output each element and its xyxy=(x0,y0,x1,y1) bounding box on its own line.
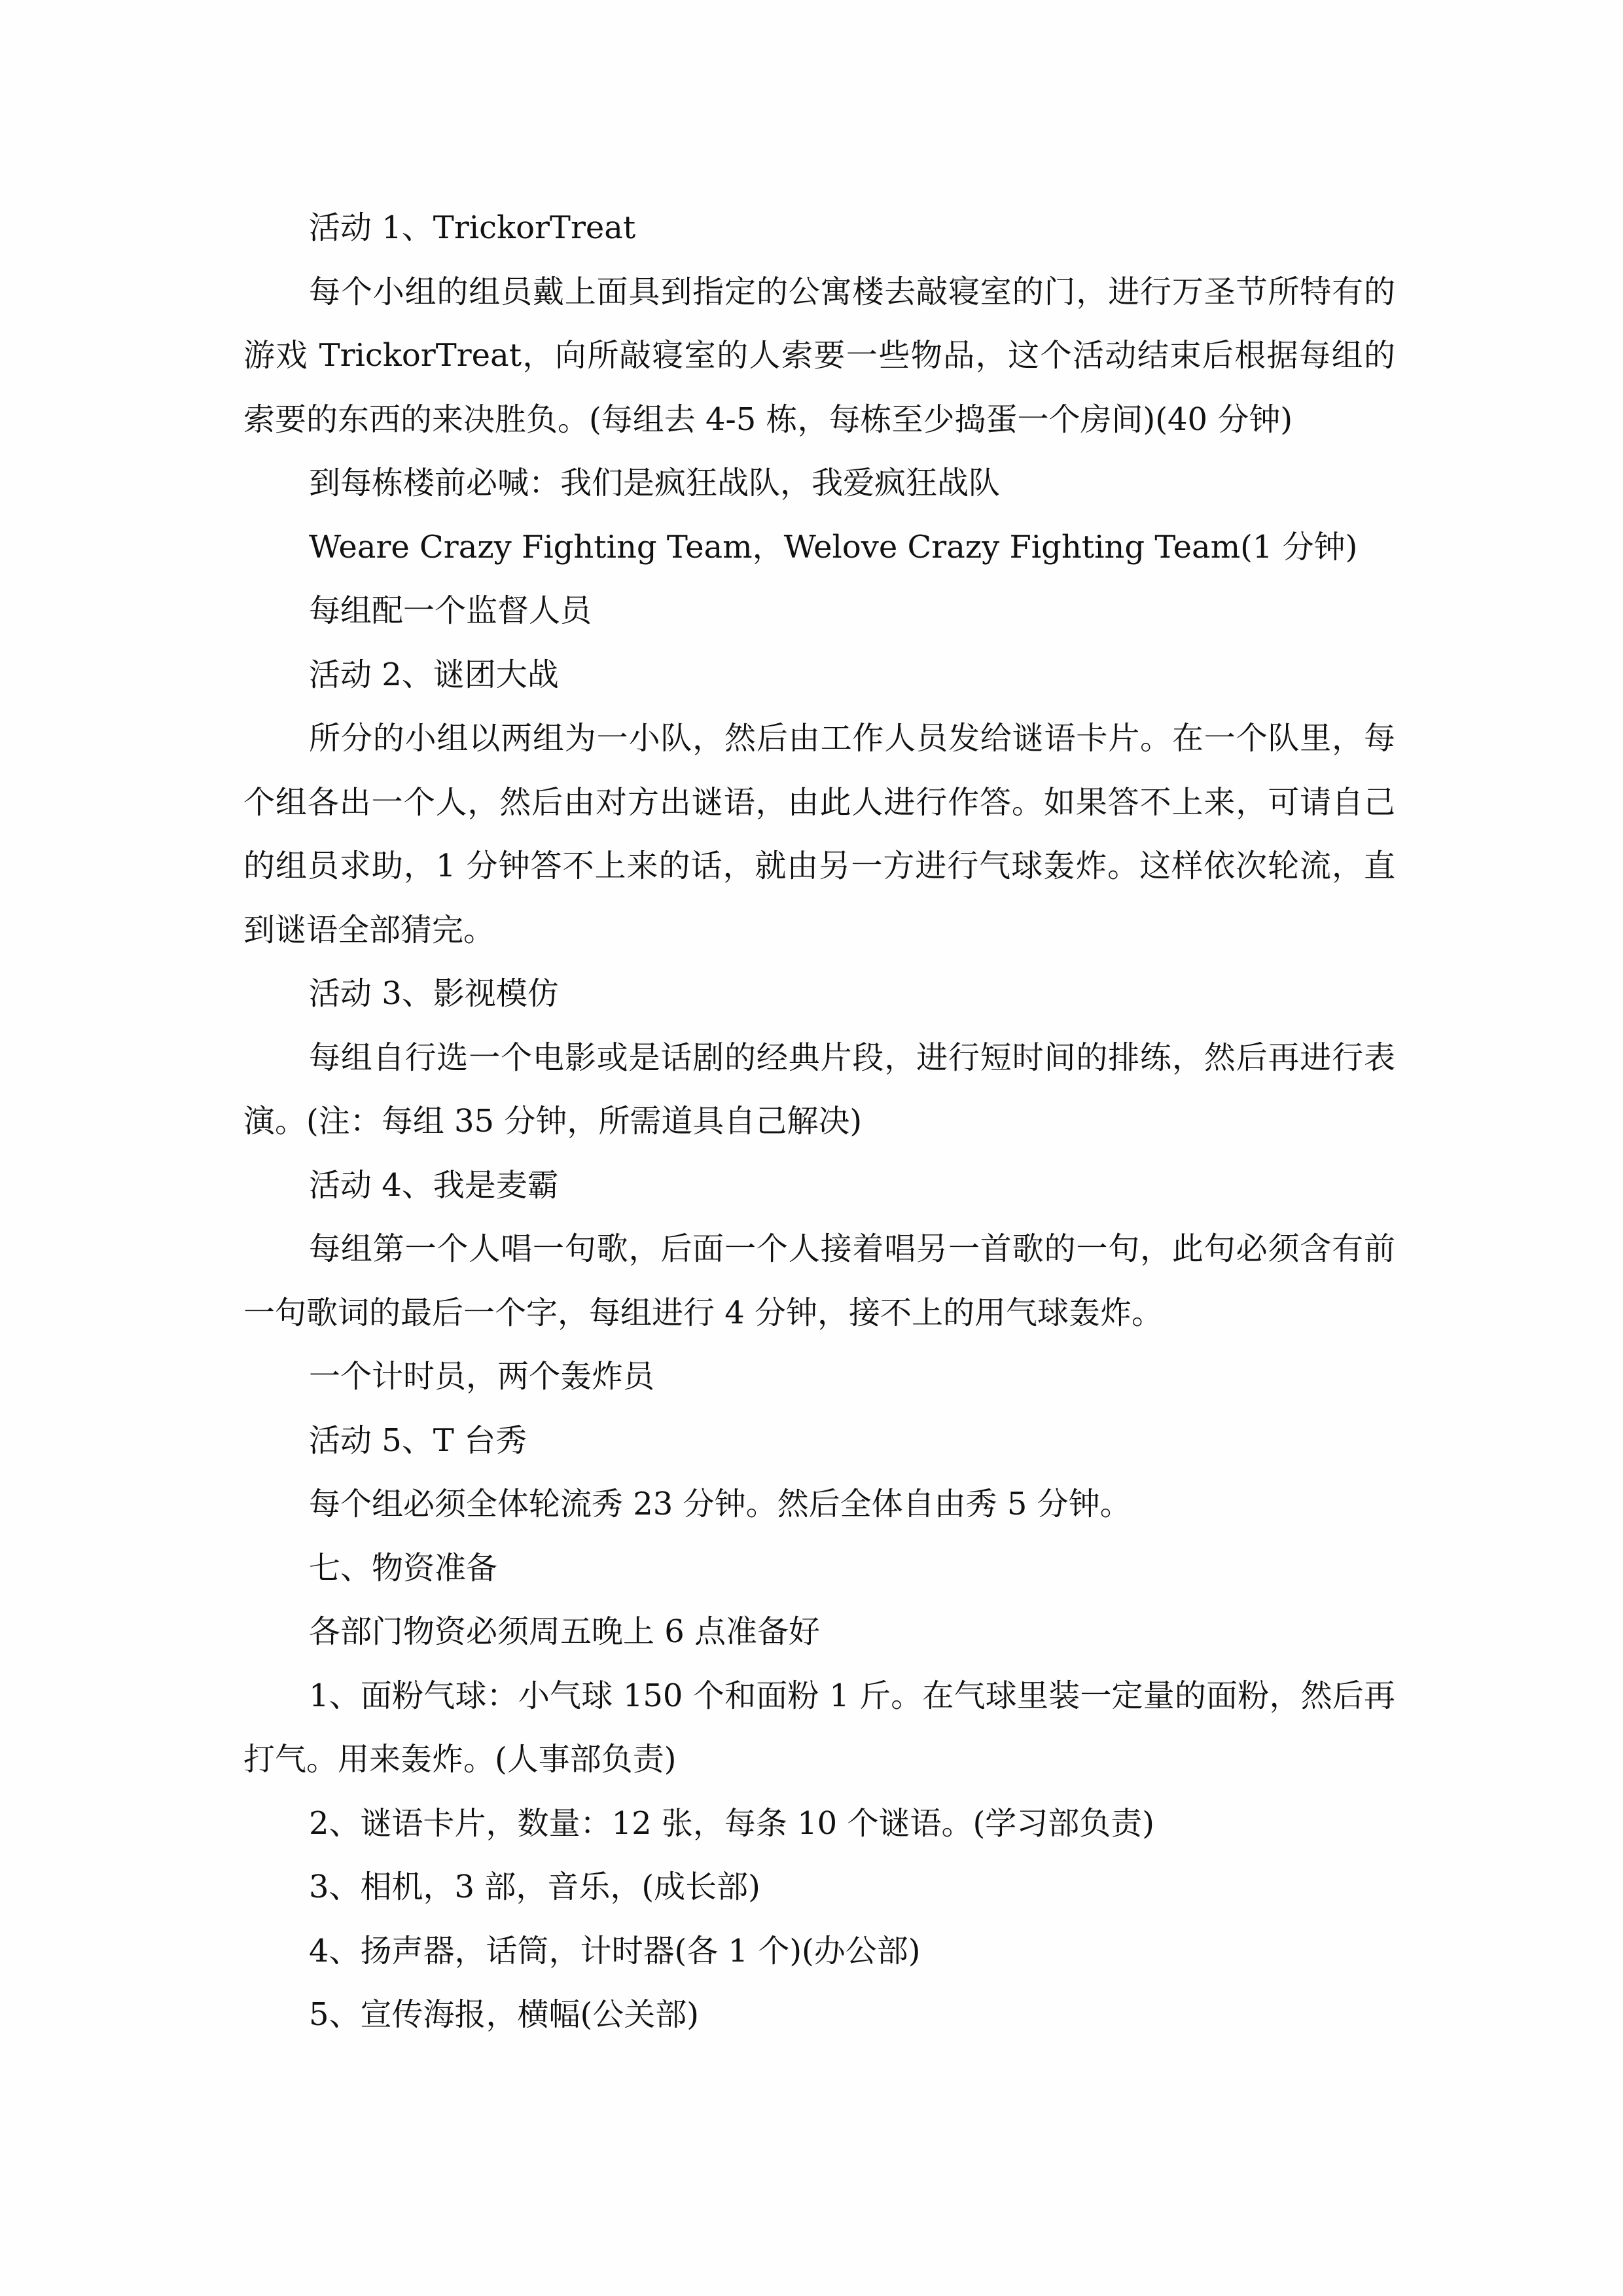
section-7-heading: 七、物资准备 xyxy=(309,1549,498,1587)
supply-item-3: 3、相机，3 部，音乐，(成长部) xyxy=(309,1869,760,1905)
supply-item-4: 4、扬声器，话筒，计时器(各 1 个)(办公部) xyxy=(309,1932,921,1969)
activity-4-heading: 活动 4、我是麦霸 xyxy=(309,1166,559,1204)
supply-item-5: 5、宣传海报，横幅(公关部) xyxy=(309,1996,699,2033)
activity-5-description: 每个组必须全体轮流秀 23 分钟。然后全体自由秀 5 分钟。 xyxy=(309,1486,1132,1522)
activity-5-heading: 活动 5、T 台秀 xyxy=(309,1422,527,1459)
document-body xyxy=(243,196,1395,2047)
supplies-deadline: 各部门物资必须周五晚上 6 点准备好 xyxy=(309,1613,821,1650)
activity-1-description: 每个小组的组员戴上面具到指定的公寓楼去敲寝室的门，进行万圣节所特有的游戏 TrickorTreat，向所敲寝室的人索要一些物品，这个活动结束后根据每组的索要的东西的来决胜负。(每组去 4-5 栋，每栋至少捣蛋一个房间)(40 分钟) xyxy=(243,273,1395,438)
activity-1-heading: 活动 1、TrickorTreat xyxy=(309,209,636,246)
activity-1-supervisor: 每组配一个监督人员 xyxy=(309,592,592,629)
supply-item-2: 2、谜语卡片，数量：12 张，每条 10 个谜语。(学习部负责) xyxy=(309,1804,1154,1842)
activity-2-heading: 活动 2、谜团大战 xyxy=(309,656,559,693)
activity-4-description: 每组第一个人唱一句歌，后面一个人接着唱另一首歌的一句，此句必须含有前一句歌词的最后一个字，每组进行 4 分钟，接不上的用气球轰炸。 xyxy=(243,1230,1395,1331)
activity-4-staff: 一个计时员，两个轰炸员 xyxy=(309,1358,655,1395)
activity-1-chant-english: Weare Crazy Fighting Team，Welove Crazy Fighting Team(1 分钟) xyxy=(309,528,1358,565)
activity-1-chant: 到每栋楼前必喊：我们是疯狂战队，我爱疯狂战队 xyxy=(309,465,1001,501)
activity-2-description: 所分的小组以两组为一小队，然后由工作人员发给谜语卡片。在一个队里，每个组各出一个人，然后由对方出谜语，由此人进行作答。如果答不上来，可请自己的组员求助，1 分钟答不上来的话，就由另一方进行气球轰炸。这样依次轮流，直到谜语全部猜完。 xyxy=(243,720,1395,948)
supply-item-1: 1、面粉气球：小气球 150 个和面粉 1 斤。在气球里装一定量的面粉，然后再打气。用来轰炸。(人事部负责) xyxy=(243,1677,1395,1778)
activity-3-description: 每组自行选一个电影或是话剧的经典片段，进行短时间的排练，然后再进行表演。(注：每组 35 分钟，所需道具自己解决) xyxy=(243,1039,1395,1139)
activity-3-heading: 活动 3、影视模仿 xyxy=(309,975,559,1012)
